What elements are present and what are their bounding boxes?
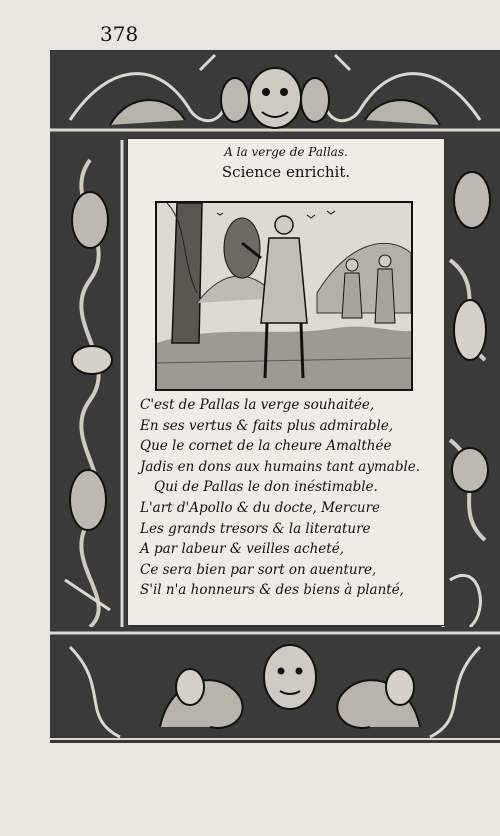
right-ornament-icon — [440, 140, 500, 627]
verse-line: S'il n'a honneurs & des biens à planté, — [140, 582, 404, 599]
verse-line: Qui de Pallas le don inéstimable. — [154, 479, 378, 496]
verse-line: C'est de Pallas la verge souhaitée, — [140, 397, 375, 413]
emblem-dedication: A la verge de Pallas. — [224, 145, 348, 159]
emblem-motto: Science enrichit. — [221, 163, 351, 181]
verse-line: Les grands tresors & la literature — [140, 520, 371, 537]
verse-line: Jadis en dons aux humains tant aymable. — [140, 458, 421, 475]
verse-line: L'art d'Apollo & du docte, Mercure — [140, 499, 381, 516]
verse-line: Ce sera bien par sort on auenture, — [140, 561, 377, 578]
emblem-verse — [140, 395, 440, 601]
woodcut-illustration-pallas-icon — [155, 201, 413, 391]
top-ornament-icon — [50, 50, 500, 140]
verse-line: En ses vertus & faits plus admirable, — [140, 417, 394, 434]
verse-line: Que le cornet de la cheure Amalthée — [140, 438, 392, 455]
verse-line: A par labeur & veilles acheté, — [140, 541, 344, 558]
bottom-ornament-icon — [50, 627, 500, 743]
emblem-panel — [127, 138, 445, 626]
left-ornament-icon — [50, 140, 130, 627]
page-number: 378 — [100, 22, 139, 46]
